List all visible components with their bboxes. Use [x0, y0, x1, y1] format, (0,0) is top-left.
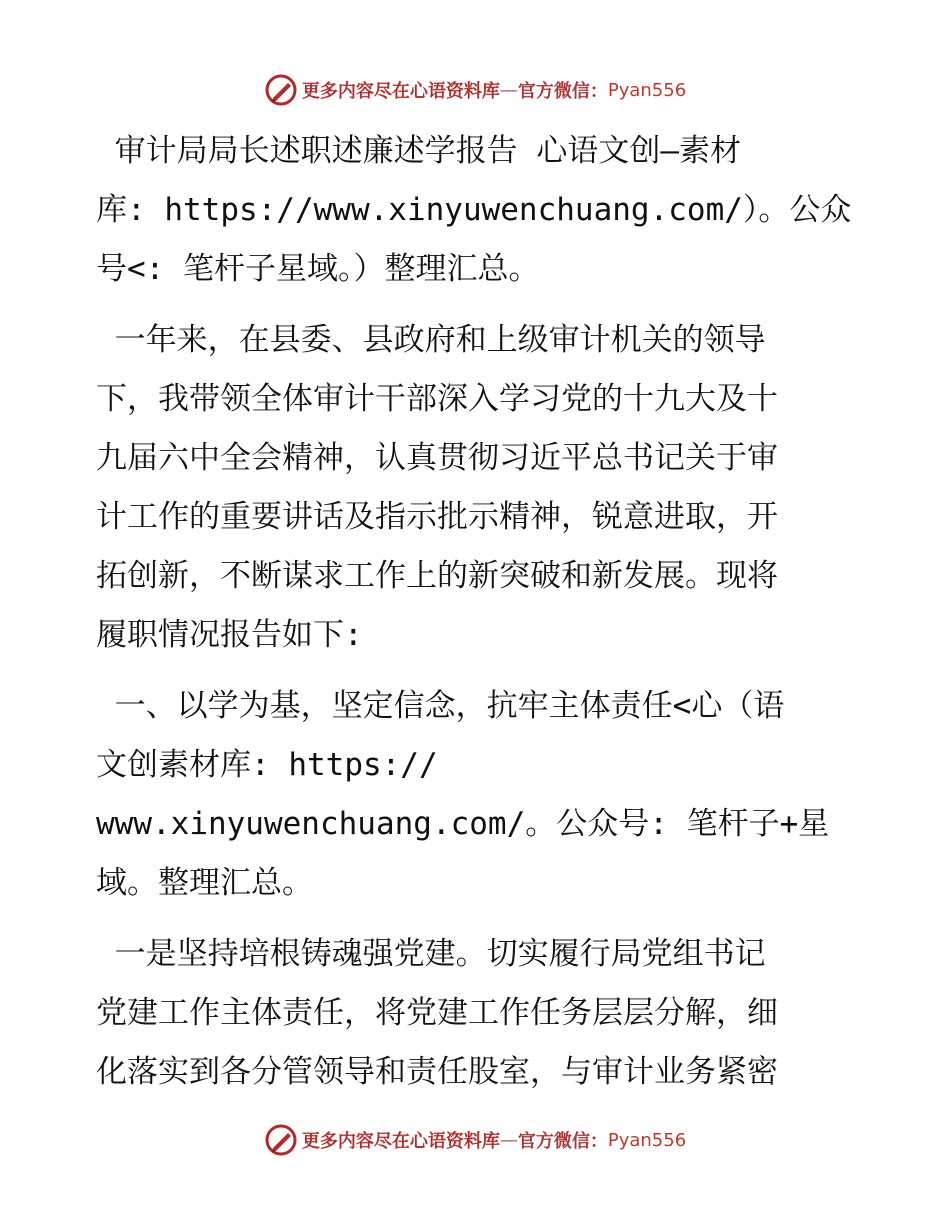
text-line: 计工作的重要讲话及指示批示精神，锐意进取，开 — [96, 499, 778, 535]
header-watermark — [0, 70, 950, 110]
text-line: 一年来，在县委、县政府和上级审计机关的领导 — [96, 322, 766, 358]
watermark-dash: — — [499, 1129, 518, 1151]
paragraph-intro — [96, 122, 856, 299]
text-line: 化落实到各分管领导和责任股室，与审计业务紧密 — [96, 1054, 778, 1090]
text-line: www.xinyuwenchuang.com/。公众号: 笔杆子+星 — [96, 806, 830, 842]
text-line: 号<: 笔杆子星域。）整理汇总。 — [96, 251, 540, 287]
watermark-wechat-id: Pyan556 — [607, 79, 687, 101]
text-line: 九届六中全会精神，认真贯彻习近平总书记关于审 — [96, 440, 778, 476]
paragraph-overview — [96, 311, 856, 665]
text-line: 一是坚持培根铸魂强党建。切实履行局党组书记 — [96, 936, 766, 972]
paragraph-section-one — [96, 677, 856, 913]
document-body — [96, 122, 856, 1102]
footer-watermark — [0, 1120, 950, 1160]
watermark-wechat-label: 官方微信： — [517, 1131, 608, 1152]
watermark-text: 更多内容尽在心语资料库 — [301, 1131, 500, 1152]
text-line: 一、以学为基，坚定信念，抗牢主体责任<心（语 — [96, 688, 785, 724]
text-line: 库: https://www.xinyuwenchuang.com/）。公众 — [96, 192, 852, 228]
text-line: 党建工作主体责任，将党建工作任务层层分解，细 — [96, 995, 778, 1031]
text-line: 审计局局长述职述廉述学报告 心语文创—素材 — [96, 133, 741, 169]
pen-logo-icon — [264, 73, 298, 107]
watermark-wechat-id: Pyan556 — [607, 1129, 687, 1151]
watermark-wechat-label: 官方微信： — [517, 81, 608, 102]
text-line: 域。整理汇总。 — [96, 865, 313, 901]
watermark-text: 更多内容尽在心语资料库 — [301, 81, 500, 102]
text-line: 下，我带领全体审计干部深入学习党的十九大及十 — [96, 381, 778, 417]
text-line: 拓创新，不断谋求工作上的新突破和新发展。现将 — [96, 558, 778, 594]
text-line: 履职情况报告如下: — [96, 617, 363, 653]
watermark-dash: — — [499, 79, 518, 101]
paragraph-point-one — [96, 925, 856, 1102]
text-line: 文创素材库: https:// — [96, 747, 438, 783]
pen-logo-icon — [264, 1123, 298, 1157]
